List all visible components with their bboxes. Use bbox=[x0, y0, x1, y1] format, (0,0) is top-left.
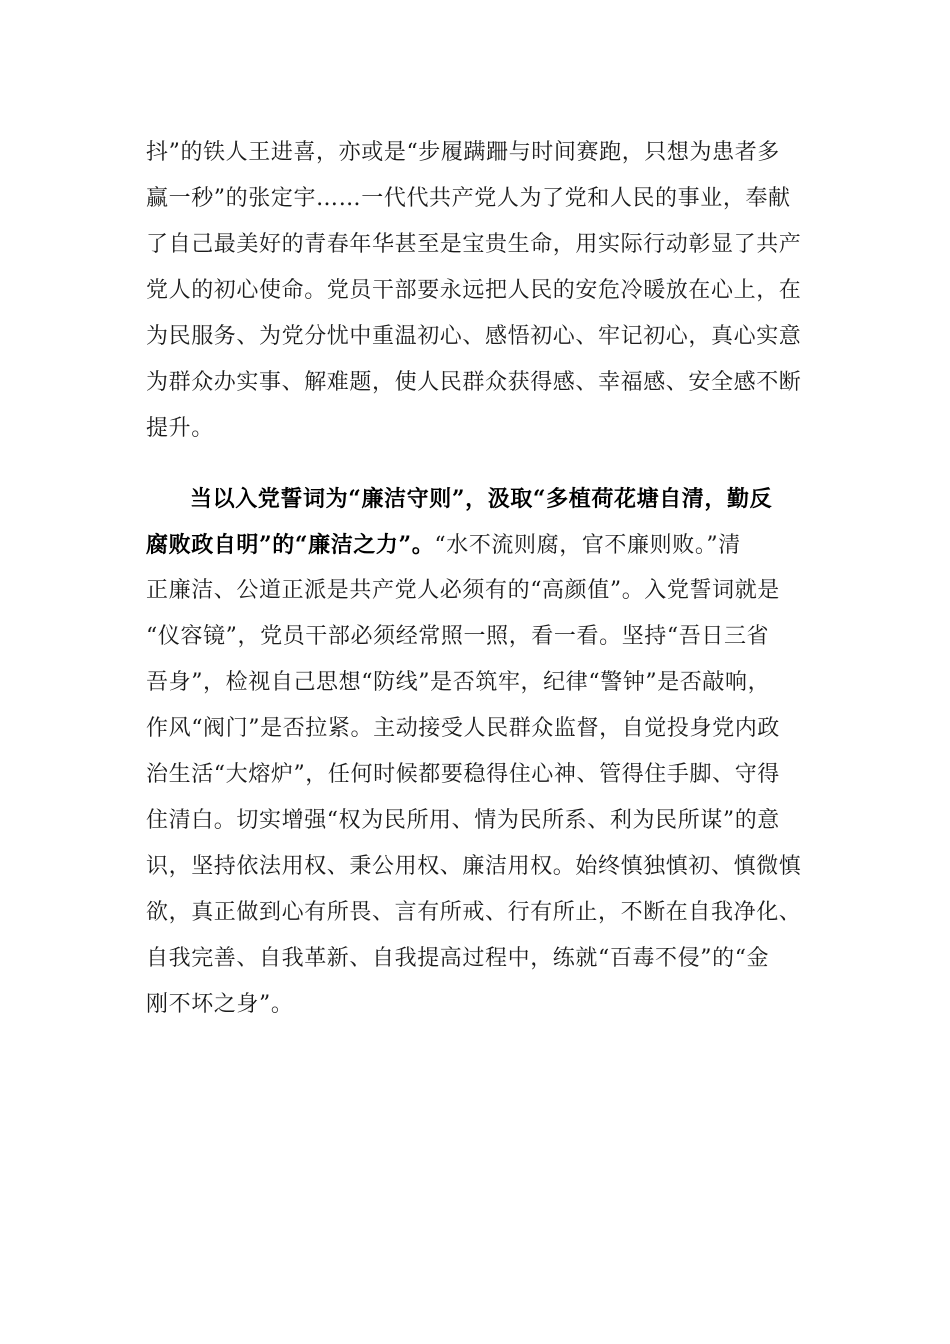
paragraph-line: 欲，真正做到心有所畏、言有所戒、行有所止，不断在自我净化、 bbox=[146, 900, 802, 925]
paragraph-line: 吾身”，检视自己思想“防线”是否筑牢，纪律“警钟”是否敲响， bbox=[146, 670, 771, 695]
paragraph-line: 正廉洁、公道正派是共产党人必须有的“高颜值”。入党誓词就是 bbox=[146, 578, 780, 603]
paragraph-heading-end: 腐败政自明”的“廉洁之力”。 bbox=[146, 532, 435, 558]
paragraph-line: 党人的初心使命。党员干部要永远把人民的安危冷暖放在心上，在 bbox=[146, 278, 802, 303]
paragraph-line: 作风“阀门”是否拉紧。主动接受人民群众监督，自觉投身党内政 bbox=[146, 716, 780, 741]
paragraph-line: 住清白。切实增强“权为民所用、情为民所系、利为民所谋”的意 bbox=[146, 808, 780, 833]
paragraph-line: “仪容镜”，党员干部必须经常照一照，看一看。坚持“吾日三省 bbox=[146, 624, 770, 649]
paragraph-mixed-line bbox=[146, 522, 806, 568]
paragraph-line: 抖”的铁人王进喜，亦或是“步履蹒跚与时间赛跑，只想为患者多 bbox=[146, 140, 780, 165]
paragraph-line: 了自己最美好的青春年华甚至是宝贵生命，用实际行动彰显了共产 bbox=[146, 232, 802, 257]
paragraph-line: 赢一秒”的张定宇……一代代共产党人为了党和人民的事业，奉献 bbox=[146, 186, 791, 211]
paragraph-quote: “水不流则腐，官不廉则败。”清 bbox=[434, 533, 741, 558]
paragraph-line: 自我完善、自我革新、自我提高过程中，练就“百毒不侵”的“金 bbox=[146, 946, 770, 971]
paragraph-1 bbox=[146, 130, 806, 452]
paragraph-2 bbox=[146, 476, 806, 1028]
paragraph-line: 治生活“大熔炉”，任何时候都要稳得住心神、管得住手脚、守得 bbox=[146, 762, 780, 787]
paragraph-line: 为群众办实事、解难题，使人民群众获得感、幸福感、安全感不断 bbox=[146, 370, 802, 395]
paragraph-line: 为民服务、为党分忧中重温初心、感悟初心、牢记初心，真心实意 bbox=[146, 324, 802, 349]
paragraph-line: 识，坚持依法用权、秉公用权、廉洁用权。始终慎独慎初、慎微慎 bbox=[146, 854, 802, 879]
paragraph-heading-line: 当以入党誓词为“廉洁守则”，汲取“多植荷花塘自清，勤反 bbox=[190, 486, 773, 512]
paragraph-line: 刚不坏之身”。 bbox=[146, 992, 294, 1017]
paragraph-line: 提升。 bbox=[146, 416, 214, 441]
